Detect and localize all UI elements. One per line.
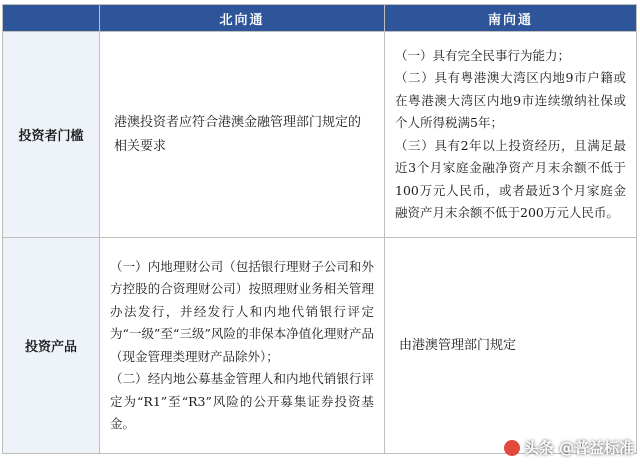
cell-paragraph: 由港澳管理部门规定 [399,337,517,353]
header-northbound: 北向通 [100,5,385,32]
northbound-cell [100,32,385,238]
cell-paragraph: （二）经内地公募基金管理人和内地代销银行评定为“R1”至“R3”风险的公开募集证券投资基金。 [110,371,374,431]
row-label: 投资产品 [3,238,100,454]
cell-paragraph: （二）具有粤港澳大湾区内地9市户籍或在粤港澳大湾区内地9市连续缴纳社保或个人所得税满5年； [395,70,626,130]
comparison-table [2,4,637,454]
row-label: 投资者门槛 [3,32,100,238]
table-row-investor-threshold [3,32,637,238]
logo-icon [504,440,520,456]
cell-paragraph: 港澳投资者应符合港澳金融管理部门规定的相关要求 [114,114,362,154]
watermark [504,437,634,458]
cell-paragraph: （一）具有完全民事行为能力； [395,47,571,63]
header-southbound: 南向通 [385,5,637,32]
cell-paragraph: （三）具有2年以上投资经历，且满足最近3个月家庭金融净资产月末余额不低于100万元人民币，或者最近3个月家庭金融资产月末余额不低于200万元人民币。 [395,137,626,220]
southbound-cell [385,32,637,238]
header-row [3,5,637,32]
southbound-paragraphs [385,41,636,229]
watermark-text: 头条 @普益标准 [523,439,634,457]
southbound-cell [385,238,637,454]
cell-paragraph: （一）内地理财公司（包括银行理财子公司和外方控股的合资理财公司）按照理财业务相关管理办法发行，并经发行人和内地代销银行评定为“一级”至“三级”风险的非保本净值化理财产品（现金管理类理财产品除外）； [110,258,374,364]
header-corner [3,5,100,32]
northbound-paragraphs [100,252,384,440]
northbound-cell [100,238,385,454]
table-row-investment-products [3,238,637,454]
